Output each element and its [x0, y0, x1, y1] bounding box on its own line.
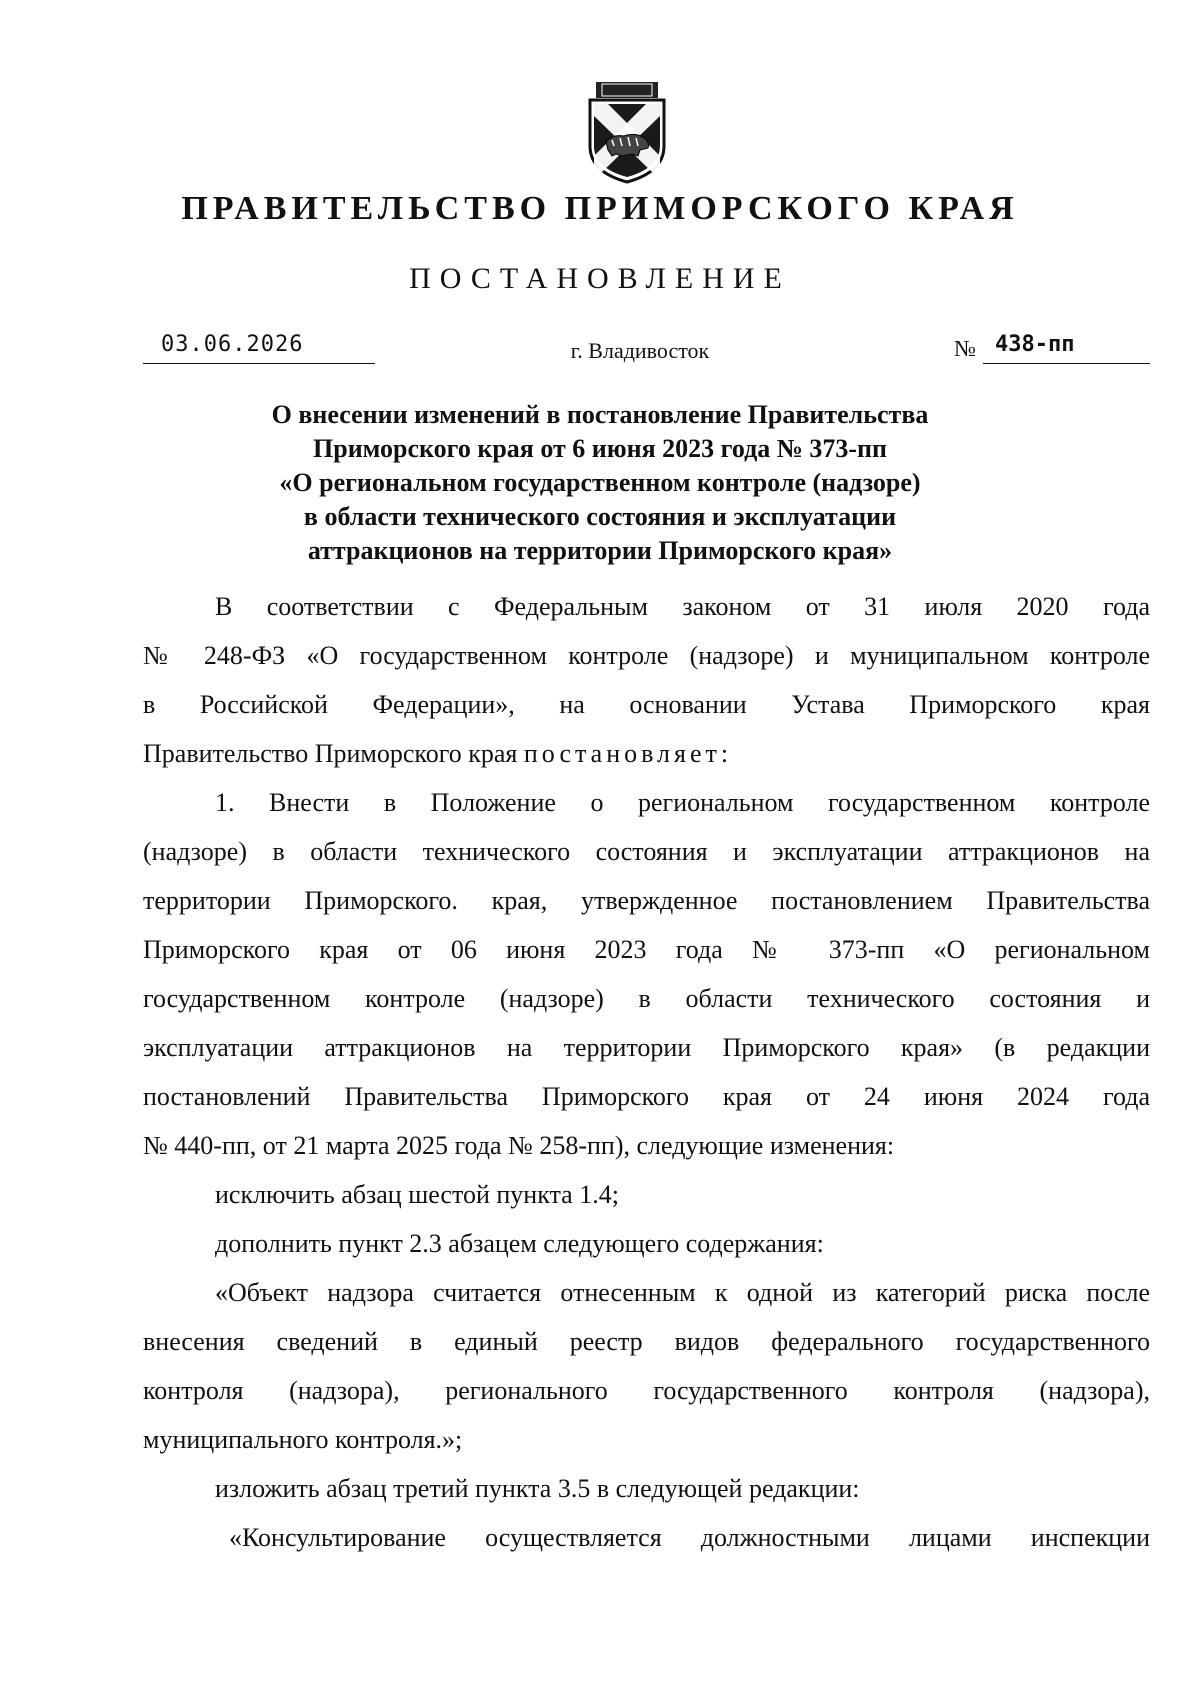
- heading-line: «О региональном государственном контроле (надзоре): [279, 468, 921, 497]
- document-date: 03.06.2026: [161, 332, 304, 357]
- document-city: г. Владивосток: [570, 338, 710, 363]
- body-line: 1. Внести в Положение о региональном государственном контроле: [215, 788, 1150, 817]
- body-line: дополнить пункт 2.3 абзацем следующего содержания:: [215, 1229, 824, 1258]
- body-line: в Российской Федерации», на основании Устава Приморского края: [143, 690, 1150, 719]
- heading-line: О внесении изменений в постановление Правительства: [271, 400, 929, 429]
- body-line: муниципального контроля.»;: [143, 1425, 463, 1454]
- document-meta-row: [0, 330, 1200, 370]
- body-line: «Консультирование осуществляется должностными лицами инспекции: [229, 1523, 1150, 1552]
- resolves-word: постановляет:: [523, 739, 733, 768]
- body-line: исключить абзац шестой пункта 1.4;: [215, 1180, 619, 1209]
- body-line: изложить абзац третий пункта 3.5 в следующей редакции:: [215, 1474, 860, 1503]
- date-field: [143, 330, 375, 364]
- body-line: № 248-ФЗ «О государственном контроле (надзоре) и муниципальном контроле: [143, 641, 1150, 670]
- document-number: 438-пп: [995, 332, 1075, 357]
- number-sign: №: [954, 336, 976, 361]
- body-line: (надзоре) в области технического состояния и эксплуатации аттракционов на: [143, 837, 1150, 866]
- document-heading: [180, 398, 1020, 568]
- body-line: Приморского края от 06 июня 2023 года № 373-пп «О региональном: [143, 935, 1150, 964]
- heading-line: в области технического состояния и эксплуатации: [303, 502, 897, 531]
- body-line: В соответствии с Федеральным законом от 31 июля 2020 года: [215, 592, 1150, 621]
- body-text: Правительство Приморского края: [143, 739, 524, 768]
- body-line: государственном контроле (надзоре) в области технического состояния и: [143, 984, 1150, 1013]
- body-line: внесения сведений в единый реестр видов федерального государственного: [143, 1327, 1150, 1356]
- body-line: [143, 737, 1150, 786]
- body-line: территории Приморского. края, утвержденное постановлением Правительства: [143, 886, 1150, 915]
- body-line: эксплуатации аттракционов на территории Приморского края» (в редакции: [143, 1033, 1150, 1062]
- heading-line: Приморского края от 6 июня 2023 года № 373-пп: [313, 434, 887, 463]
- government-title: ПРАВИТЕЛЬСТВО ПРИМОРСКОГО КРАЯ: [181, 190, 1019, 227]
- number-field: [983, 330, 1150, 364]
- document-type: ПОСТАНОВЛЕНИЕ: [409, 262, 791, 295]
- body-line: постановлений Правительства Приморского края от 24 июня 2024 года: [143, 1082, 1150, 1111]
- heading-line: аттракционов на территории Приморского края»: [307, 536, 893, 565]
- body-line: контроля (надзора), регионального государственного контроля (надзора),: [143, 1376, 1150, 1405]
- body-line: № 440-пп, от 21 марта 2025 года № 258-пп), следующие изменения:: [143, 1131, 895, 1160]
- coat-of-arms-emblem: [582, 76, 672, 186]
- body-line: «Объект надзора считается отнесенным к одной из категорий риска после: [215, 1278, 1150, 1307]
- document-body: [143, 590, 1150, 1570]
